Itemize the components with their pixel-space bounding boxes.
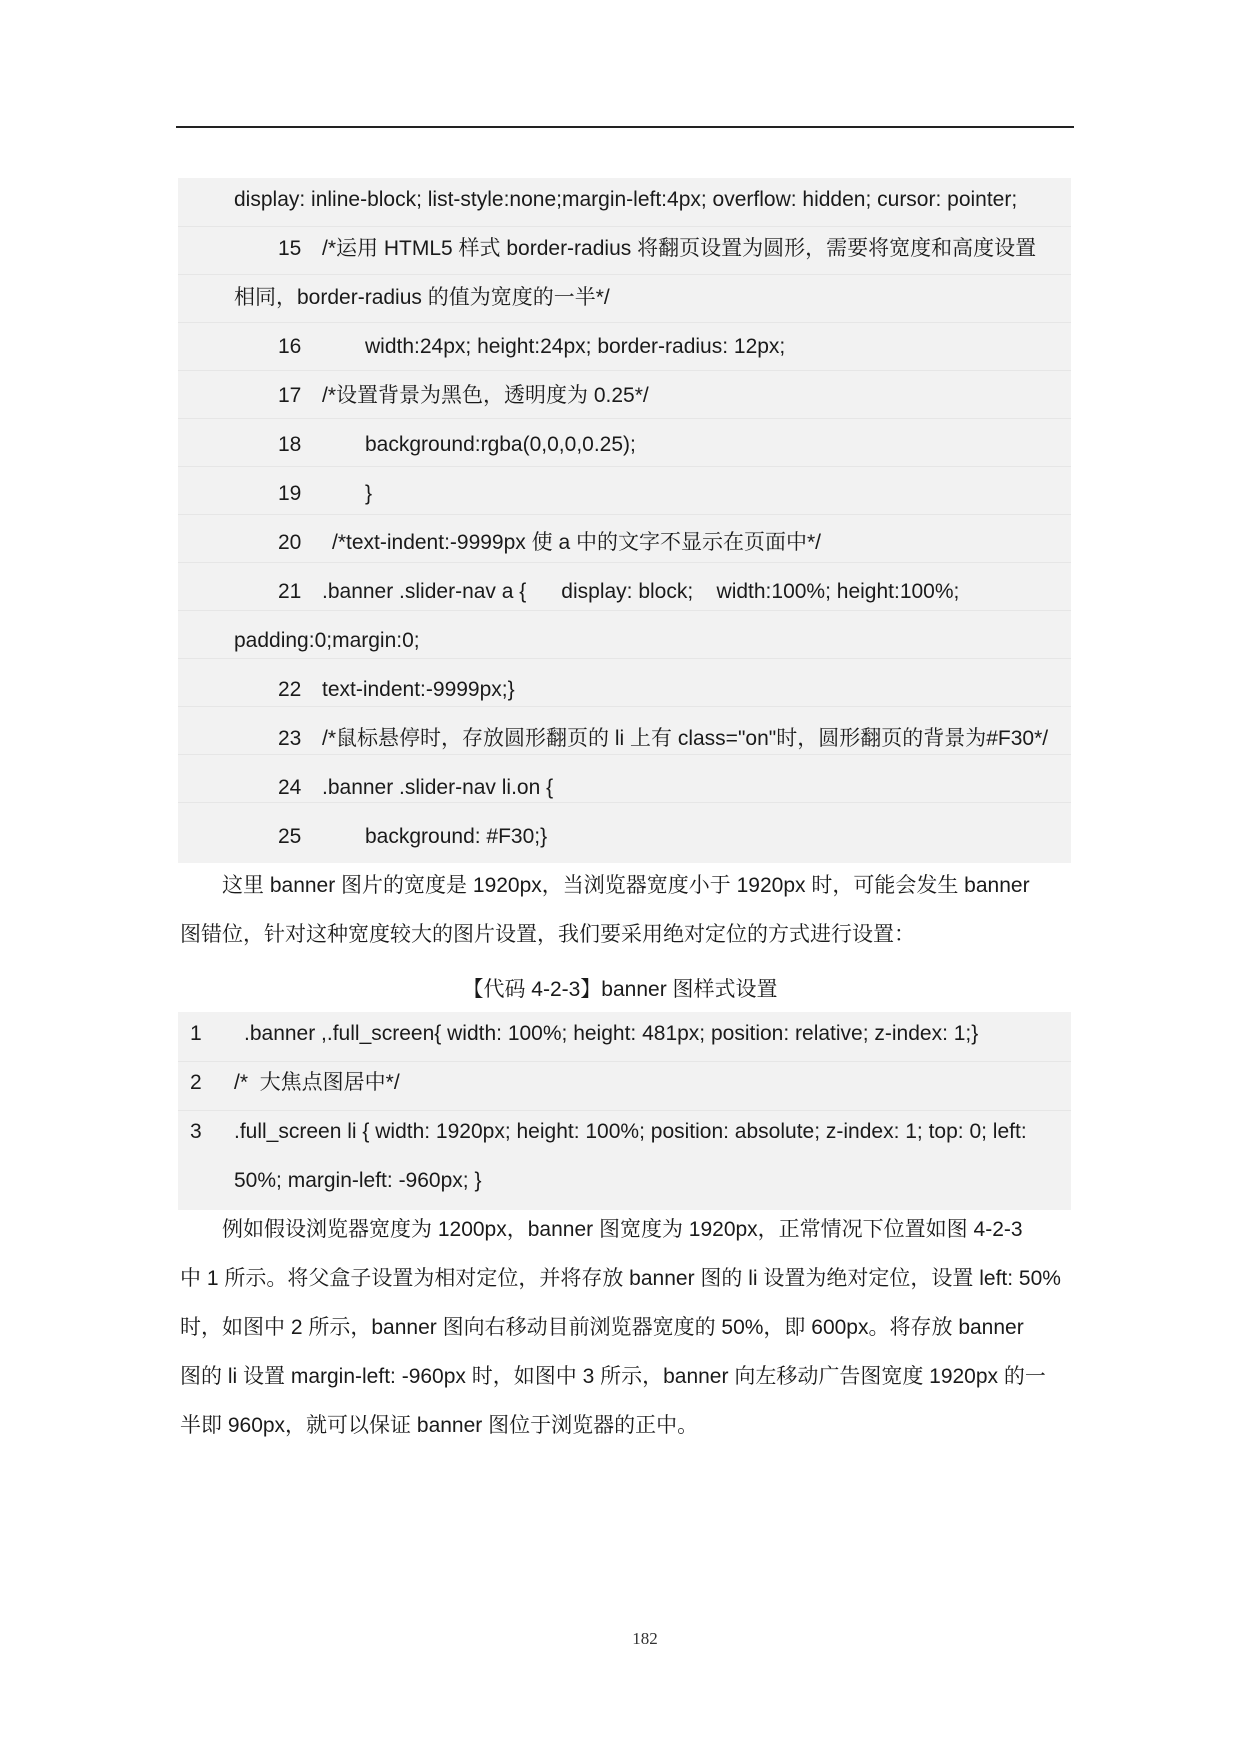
code-row: [178, 754, 1071, 803]
code-line: padding:0;margin:0;: [234, 629, 420, 652]
code-line: }: [365, 482, 373, 505]
line-number: 21: [278, 580, 302, 603]
paragraph-line: 图的 li 设置 margin-left: -960px 时，如图中 3 所示，banner 向左移动广告图宽度 1920px 的一: [180, 1365, 1046, 1388]
code-line: text-indent:-9999px;}: [322, 678, 515, 701]
code-line: 相同，border-radius 的值为宽度的一半*/: [234, 286, 610, 309]
line-number: 1: [190, 1022, 202, 1045]
line-number: 19: [278, 482, 302, 505]
line-number: 17: [278, 384, 302, 407]
code-line: 50%; margin-left: -960px; }: [234, 1169, 482, 1192]
line-number: 24: [278, 776, 302, 799]
line-number: 16: [278, 335, 302, 358]
line-number: 22: [278, 678, 302, 701]
code-line: /*text-indent:-9999px 使 a 中的文字不显示在页面中*/: [332, 531, 821, 554]
code-line: display: inline-block; list-style:none;margin-left:4px; overflow: hidden; cursor: pointer;: [234, 188, 1018, 211]
code-row: [178, 466, 1071, 515]
code-line: /*设置背景为黑色，透明度为 0.25*/: [322, 384, 649, 407]
code-line: background: #F30;}: [365, 825, 548, 848]
line-number: 3: [190, 1120, 202, 1143]
line-number: 2: [190, 1071, 202, 1094]
page-number: 182: [632, 1629, 658, 1648]
code-line: .banner .slider-nav li.on {: [322, 776, 554, 799]
paragraph-line: 图错位，针对这种宽度较大的图片设置，我们要采用绝对定位的方式进行设置：: [180, 923, 915, 946]
paragraph-line: 中 1 所示。将父盒子设置为相对定位，并将存放 banner 图的 li 设置为绝对定位，设置 left: 50%: [180, 1267, 1061, 1290]
code-line: /* 大焦点图居中*/: [234, 1071, 400, 1094]
code-line: width:24px; height:24px; border-radius: 12px;: [365, 335, 786, 358]
line-number: 23: [278, 727, 302, 750]
header-rule: [176, 126, 1074, 128]
line-number: 25: [278, 825, 302, 848]
code-block-1: [178, 178, 1071, 863]
code-row: [178, 658, 1071, 707]
paragraph-line: 半即 960px，就可以保证 banner 图位于浏览器的正中。: [180, 1414, 699, 1437]
paragraph-line: 例如假设浏览器宽度为 1200px，banner 图宽度为 1920px，正常情况下位置如图 4-2-3: [222, 1218, 1023, 1241]
code-line: /*运用 HTML5 样式 border-radius 将翻页设置为圆形，需要将宽度和高度设置: [322, 237, 1037, 260]
paragraph-line: 这里 banner 图片的宽度是 1920px，当浏览器宽度小于 1920px 时，可能会发生 banner: [222, 874, 1030, 897]
line-number: 18: [278, 433, 302, 456]
code-line: /*鼠标悬停时，存放圆形翻页的 li 上有 class="on"时，圆形翻页的背景为#F30*/: [322, 727, 1049, 750]
code-caption: 【代码 4-2-3】banner 图样式设置: [462, 978, 778, 1001]
code-line: .banner ,.full_screen{ width: 100%; height: 481px; position: relative; z-index: 1;}: [244, 1022, 979, 1045]
code-line: .full_screen li { width: 1920px; height: 100%; position: absolute; z-index: 1; top: 0; left:: [234, 1120, 1027, 1143]
line-number: 15: [278, 237, 302, 260]
paragraph-line: 时，如图中 2 所示，banner 图向右移动目前浏览器宽度的 50%，即 600px。将存放 banner: [180, 1316, 1024, 1339]
code-line: background:rgba(0,0,0,0.25);: [365, 433, 636, 456]
line-number: 20: [278, 531, 302, 554]
code-line: .banner .slider-nav a { display: block; width:100%; height:100%;: [322, 580, 960, 603]
